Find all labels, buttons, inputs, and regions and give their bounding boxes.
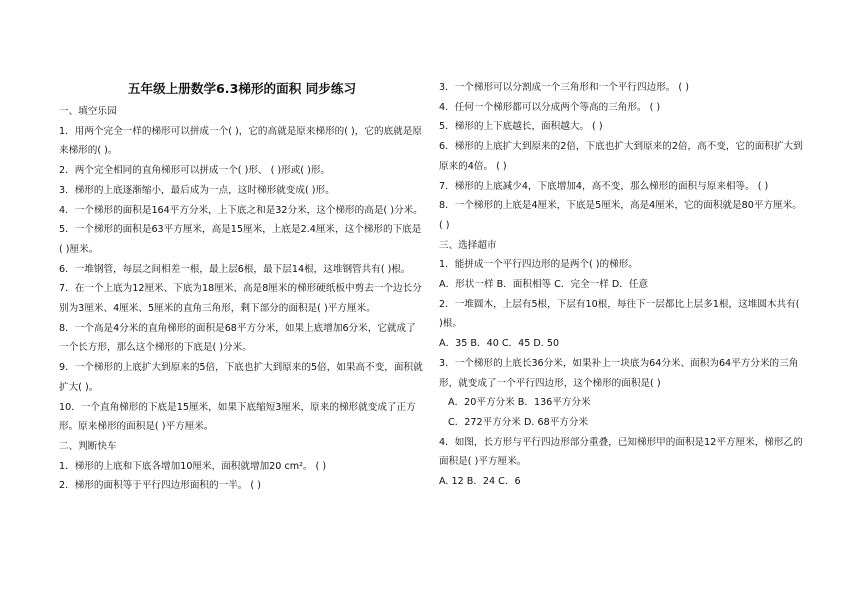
question-line: 1．梯形的上底和下底各增加10厘米，面积就增加20 cm²。 ( ) — [59, 460, 327, 472]
question-line: C．272平方分米 D. 68平方分米 — [448, 416, 589, 428]
question-line: 5．一个梯形的面积是63平方厘米，高是15厘米，上底是2.4厘米，这个梯形的下底是( )厘米。 — [59, 224, 422, 255]
question-line: 2．一堆圆木，上层有5根，下层有10根，每往下一层都比上层多1根，这堆圆木共有( )根。 — [439, 298, 800, 330]
page-title: 五年级上册数学6.3梯形的面积 同步练习 — [127, 81, 357, 96]
question-line: 4．一个梯形的面积是164平方分米，上下底之和是32分米，这个梯形的高是( )分米。 — [59, 204, 423, 216]
question-line: 三、选择超市 — [439, 239, 497, 251]
question-line: 3．一个梯形可以分割成一个三角形和一个平行四边形。 ( ) — [439, 82, 689, 93]
question-line: A．形状一样 B．面积相等 C．完全一样 D．任意 — [439, 279, 649, 291]
question-line: 2．梯形的面积等于平行四边形面积的一半。 ( ) — [59, 480, 261, 492]
question-line: 2．两个完全相同的直角梯形可以拼成一个( )形、 ( )形或( )形。 — [59, 165, 331, 177]
question-line: A. 12 B．24 C．6 — [439, 476, 521, 488]
question-line: 一、填空乐园 — [59, 106, 117, 117]
question-line: 3．梯形的上底逐渐缩小，最后成为一点，这时梯形就变成( )形。 — [59, 184, 335, 196]
question-line: 二、判断快车 — [59, 440, 117, 452]
question-line: 4．任何一个梯形都可以分成两个等高的三角形。 ( ) — [439, 101, 661, 113]
right-column — [439, 78, 803, 492]
question-line: 3．一个梯形的上底长36分米，如果补上一块底为64分米、面积为64平方分米的三角形，就变成了一个平行四边形，这个梯形的面积是( ) — [439, 357, 799, 389]
question-line: 4．如图，长方形与平行四边形部分重叠，已知梯形甲的面积是12平方厘米，梯形乙的面积是( )平方厘米。 — [439, 436, 803, 468]
question-line: 7．在一个上底为12厘米、下底为18厘米、高是8厘米的梯形硬纸板中剪去一个边长分别为3厘米、4厘米、5厘米的直角三角形，剩下部分的面积是( )平方厘米。 — [59, 283, 422, 315]
question-line: 8．一个高是4分米的直角梯形的面积是68平方分米，如果上底增加6分米，它就成了一个长方形，那么这个梯形的下底是( )分米。 — [59, 322, 416, 354]
question-line: A．35 B．40 C．45 D. 50 — [439, 338, 560, 350]
question-line: 8．一个梯形的上底是4厘米，下底是5厘米，高是4厘米，它的面积就是80平方厘米。 ( ) — [439, 200, 802, 231]
question-line: 7．梯形的上底减少4，下底增加4，高不变，那么梯形的面积与原来相等。 ( ) — [439, 180, 769, 192]
question-line: 6．梯形的上底扩大到原来的2倍，下底也扩大到原来的2倍，高不变，它的面积扩大到原来的4倍。 ( ) — [439, 141, 803, 172]
left-column — [59, 78, 425, 496]
question-line: 10．一个直角梯形的下底是15厘米，如果下底缩短3厘米，原来的梯形就变成了正方形。原来梯形的面积是( )平方厘米。 — [59, 401, 416, 433]
question-line: A．20平方分米 B．136平方分米 — [448, 397, 591, 409]
question-line: 6．一堆钢管，每层之间相差一根，最上层6根，最下层14根，这堆钢管共有( )根。 — [59, 263, 411, 275]
question-line: 9．一个梯形的上底扩大到原来的5倍，下底也扩大到原来的5倍，如果高不变，面积就扩大( )。 — [59, 362, 423, 393]
question-line: 5．梯形的上下底越长，面积越大。 ( ) — [439, 121, 603, 133]
question-line: 1．用两个完全一样的梯形可以拼成一个( )，它的高就是原来梯形的( )，它的底就是原来梯形的( )。 — [59, 125, 422, 157]
question-line: 1．能拼成一个平行四边形的是两个( )的梯形。 — [439, 259, 638, 271]
